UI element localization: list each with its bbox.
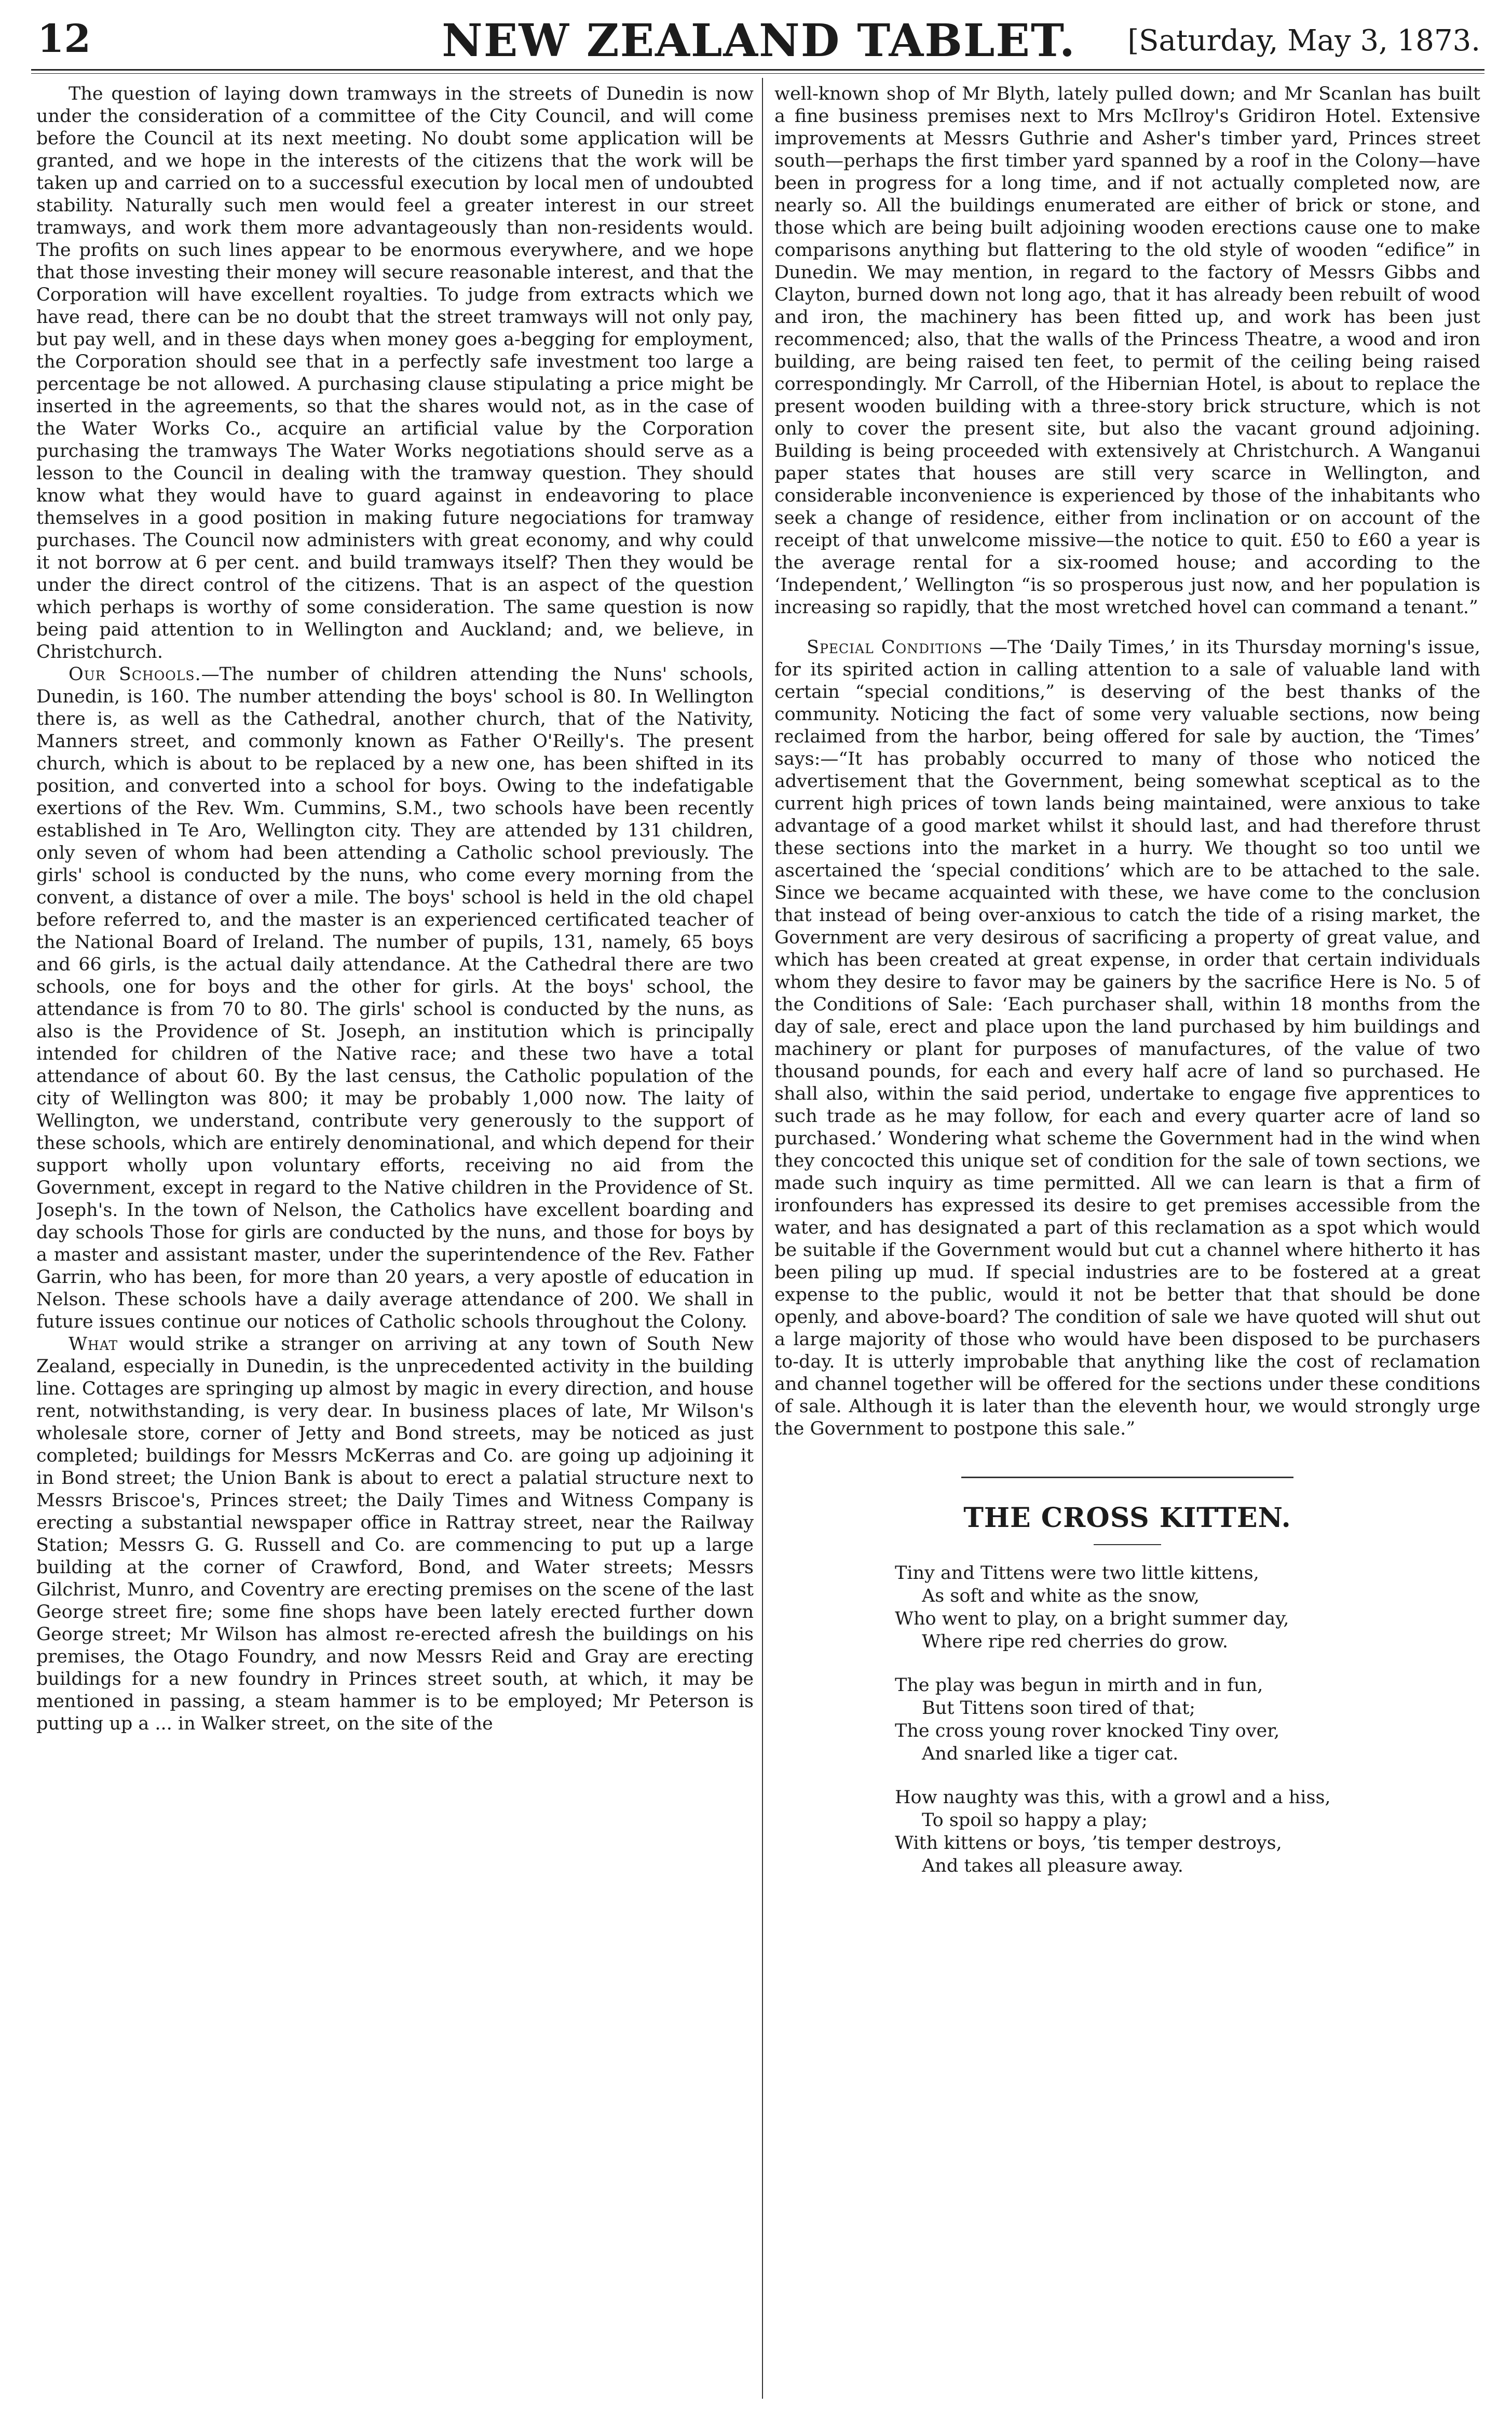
column-divider: [762, 78, 763, 2399]
right-column: [774, 83, 1480, 2409]
poem-stanza: [895, 1674, 1480, 1765]
issue-date: [Saturday, May 3, 1873.: [1127, 24, 1480, 58]
article-building-continued: well-known shop of Mr Blyth, lately pulled down; and Mr Scanlan has built a fine business premises next to Mrs McIlroy's Gridiron Hotel. Extensive improvements at Messrs Guthrie and Asher's timber yard, Princes street south—perhaps the first timber yard spanned by a roof in the Colony—have been in progress for a long time, and if not actually completed now, are nearly so. All the buildings enumerated are either of brick or stone, and those which are being built adjoining wooden erections cause one to make comparisons anything but flattering to the old style of wooden “edifice” in Dunedin. We may mention, in regard to the factory of Messrs Gibbs and Clayton, burned down not long ago, that it has already been rebuilt of wood and iron, the machinery has been fitted up, and work has been just recommenced; also, that the walls of the Princess Theatre, a wood and iron building, are being raised ten feet, to permit of the ceiling being raised correspondingly. Mr Carroll, of the Hibernian Hotel, is about to replace the present wooden building with a three-story brick structure, which is not only to cover the present site, but also the vacant ground adjoining. Building is being proceeded with extensively at Christchurch. A Wanganui paper states that houses are still very scarce in Wellington, and considerable inconvenience is experienced by those of the inhabitants who seek a change of residence, either from inclination or on account of the receipt of that unwelcome missive—the notice to quit. £50 to £60 a year is the average rental for a six-roomed house; and according to the ‘Independent,’ Wellington “is so prosperous just now, and her population is increasing so rapidly, that the most wretched hovel can command a tenant.”: [774, 84, 1480, 618]
poem-line: The play was begun in mirth and in fun,: [895, 1675, 1263, 1696]
article-building: [36, 1333, 754, 1735]
poem-line: But Tittens soon tired of that;: [922, 1698, 1195, 1719]
poem-stanza: [895, 1786, 1480, 1877]
poem-line: With kittens or boys, ’tis temper destroys,: [895, 1833, 1282, 1854]
left-column: [36, 83, 754, 2414]
poem-title: THE CROSS KITTEN.: [963, 1502, 1291, 1534]
poem-separator-rule: [961, 1477, 1293, 1478]
poem-line: Who went to play, on a bright summer day,: [895, 1608, 1289, 1629]
article-building-body: would strike a stranger on arriving at any town of South New Zealand, especially in Dunedin, is the unprecedented activity in the building line. Cottages are springing up almost by magic in every direction, and house rent, notwithstanding, is very dear. In business places of late, Mr Wilson's wholesale store, corner of Jetty and Bond streets, may be noticed as just completed; buildings for Messrs McKerras and Co. are going up adjoining it in Bond street; the Union Bank is about to erect a palatial structure next to Messrs Briscoe's, Princes street; the Daily Times and Witness Company is erecting a substantial newspaper office in Rattray street, near the Railway Station; Messrs G. G. Russell and Co. are commencing to put up a large building at the corner of Crawford, Bond, and Water streets; Messrs Gilchrist, Munro, and Coventry are erecting premises on the scene of the last George street fire; some fine shops have been lately erected further down George street; Mr Wilson has almost re-erected afresh the buildings on his premises, the Otago Foundry, and now Messrs Reid and Gray are erecting buildings for a new foundry in Princes street south, at which, it may be mentioned in passing, a steam hammer is to be employed; Mr Peterson is putting up a ... in Walker street, on the site of the: [36, 1334, 754, 1734]
poem-stanza: [895, 1562, 1480, 1653]
masthead-title: NEW ZEALAND TABLET.: [442, 15, 1076, 67]
article-building-lead: What: [69, 1334, 118, 1355]
poem-line: Tiny and Tittens were two little kittens,: [895, 1563, 1259, 1584]
article-schools-body: —The number of children attending the Nuns' schools, Dunedin, is 160. The number attending the boys' school is 80. In Wellington there is, as well as the Cathedral, another church, that of the Nativity, Manners street, and commonly known as Father O'Reilly's. The present church, which is about to be replaced by a new one, has been shifted in its position, and converted into a school for boys. Owing to the indefatigable exertions of the Rev. Wm. Cummins, S.M., two schools have been recently established in Te Aro, Wellington city. They are attended by 131 children, only seven of whom had been attending a Catholic school previously. The girls' school is conducted by the nuns, who come every morning from the convent, a distance of over a mile. The boys' school is held in the old chapel before referred to, and the master is an experienced certificated teacher of the National Board of Ireland. The number of pupils, 131, namely, 65 boys and 66 girls, is the actual daily attendance. At the Cathedral there are two schools, one for boys and the other for girls. At the boys' school, the attendance is from 70 to 80. The girls' school is conducted by the nuns, as also is the Providence of St. Joseph, an institution which is principally intended for children of the Native race; and these two have a total attendance of about 60. By the last census, the Catholic population of the city of Wellington was 800; it may be probably 1,000 now. The laity of Wellington, we understand, contribute very generously to the support of these schools, which are entirely denominational, and which depend for their support wholly upon voluntary efforts, receiving no aid from the Government, except in regard to the Native children in the Providence of St. Joseph's. In the town of Nelson, the Catholics have excellent boarding and day schools Those for girls are conducted by the nuns, and those for boys by a master and assistant master, under the superintendence of the Rev. Father Garrin, who has been, for more than 20 years, a very apostle of education in Nelson. These schools have a daily average attendance of 200. We shall in future issues continue our notices of Catholic schools throughout the Colony.: [36, 664, 754, 1332]
article-special-conditions-body: —The ‘Daily Times,’ in its Thursday morning's issue, for its spirited action in calling attention to a sale of valuable land with certain “special conditions,” is deserving of the best thanks of the community. Noticing the fact of some very valuable sections, now being reclaimed from the harbor, being offered for sale by auction, the ‘Times’ says:—“It has probably occurred to many of those who noticed the advertisement that the Government, being somewhat sceptical as to the current high prices of town lands being maintained, were anxious to take advantage of a good market whilst it should last, and had therefore thrust these sections into the market in a hurry. We thought so too until we ascertained the ‘special conditions’ which are to be attached to the sale. Since we became acquainted with these, we have come to the conclusion that instead of being over-anxious to catch the tide of a rising market, the Government are very desirous of sacrificing a property of great value, and which has been created at great expense, in order that certain individuals whom they desire to favor may be gainers by the sacrifice Here is No. 5 of the Conditions of Sale: ‘Each purchaser shall, within 18 months from the day of sale, erect and place upon the land purchased by him buildings and machinery or plant for purposes of manufactures, of the value of two thousand pounds, for each and every half acre of land so purchased. He shall also, within the said period, undertake to engage five apprentices to such trade as he may follow, for each and every quarter acre of land so purchased.’ Wondering what scheme the Government had in the wind when they concocted this unique set of condition for the sale of town sections, we made such inquiry as time permitted. All we can learn is that a firm of ironfounders has expressed its desire to get premises accessible from the water, and has designated a part of this reclamation as a spot which would be suitable if the Government would but cut a channel where hitherto it has been piling up mud. If special industries are to be fostered at a great expense to the public, would it not be better that that should be done openly, and above-board? The condition of sale we have quoted will shut out a large majority of those who would have been disposed to be purchasers to-day. It is utterly improbable that anything like the cost of reclamation and channel together will be offered for the sections under these conditions of sale. Although it is later than the eleventh hour, we would strongly urge the Government to postpone this sale.”: [774, 637, 1480, 1439]
article-schools-lead: Our Schools.: [69, 664, 201, 685]
poem-line: As soft and white as the snow,: [922, 1586, 1200, 1606]
poem-line: And takes all pleasure away.: [922, 1856, 1183, 1876]
poem-line: And snarled like a tiger cat.: [922, 1743, 1179, 1764]
article-special-conditions-lead: Special Conditions: [807, 637, 983, 658]
article-special-conditions: [774, 637, 1480, 1440]
poem-line: Where ripe red cherries do grow.: [922, 1631, 1228, 1652]
poem-line: How naughty was this, with a growl and a hiss,: [895, 1787, 1331, 1808]
header-rule: [31, 69, 1484, 74]
poem-line: The cross young rover knocked Tiny over,: [895, 1721, 1280, 1741]
article-schools: [36, 664, 754, 1333]
page-number: 12: [37, 17, 91, 61]
poem-title-rule: [1094, 1544, 1161, 1545]
poem-line: To spoil so happy a play;: [922, 1810, 1148, 1831]
article-tramways: The question of laying down tramways in the streets of Dunedin is now under the consideration of a committee of the City Council, and will come before the Council at its next meeting. No doubt some application will be granted, and we hope in the interests of the citizens that the work will be taken up and carried on to a successful execution by local men of undoubted stability. Naturally such men would feel a greater interest in our street tramways, and work them more advantageously than non-residents would. The profits on such lines appear to be enormous everywhere, and we hope that those investing their money will secure reasonable interest, and that the Corporation will have excellent royalties. To judge from extracts which we have read, there can be no doubt that the street tramways will not only pay, but pay well, and in these days when money goes a-begging for employment, the Corporation should see that in a perfectly safe investment too large a percentage be not allowed. A purchasing clause stipulating a price might be inserted in the agreements, so that the shares would not, as in the case of the Water Works Co., acquire an artificial value by the Corporation purchasing the tramways The Water Works negotiations should serve as a lesson to the Council in dealing with the tramway question. They should know what they would have to guard against in endeavoring to place themselves in a good position in making future negociations for tramway purchases. The Council now administers with great economy, and why could it not borrow at 6 per cent. and build tramways itself? Then they would be under the direct control of the citizens. That is an aspect of the question which perhaps is worthy of some consideration. The same question is now being paid attention to in Wellington and Auckland; and, we believe, in Christchurch.: [36, 84, 754, 663]
page-header: [37, 15, 1480, 72]
